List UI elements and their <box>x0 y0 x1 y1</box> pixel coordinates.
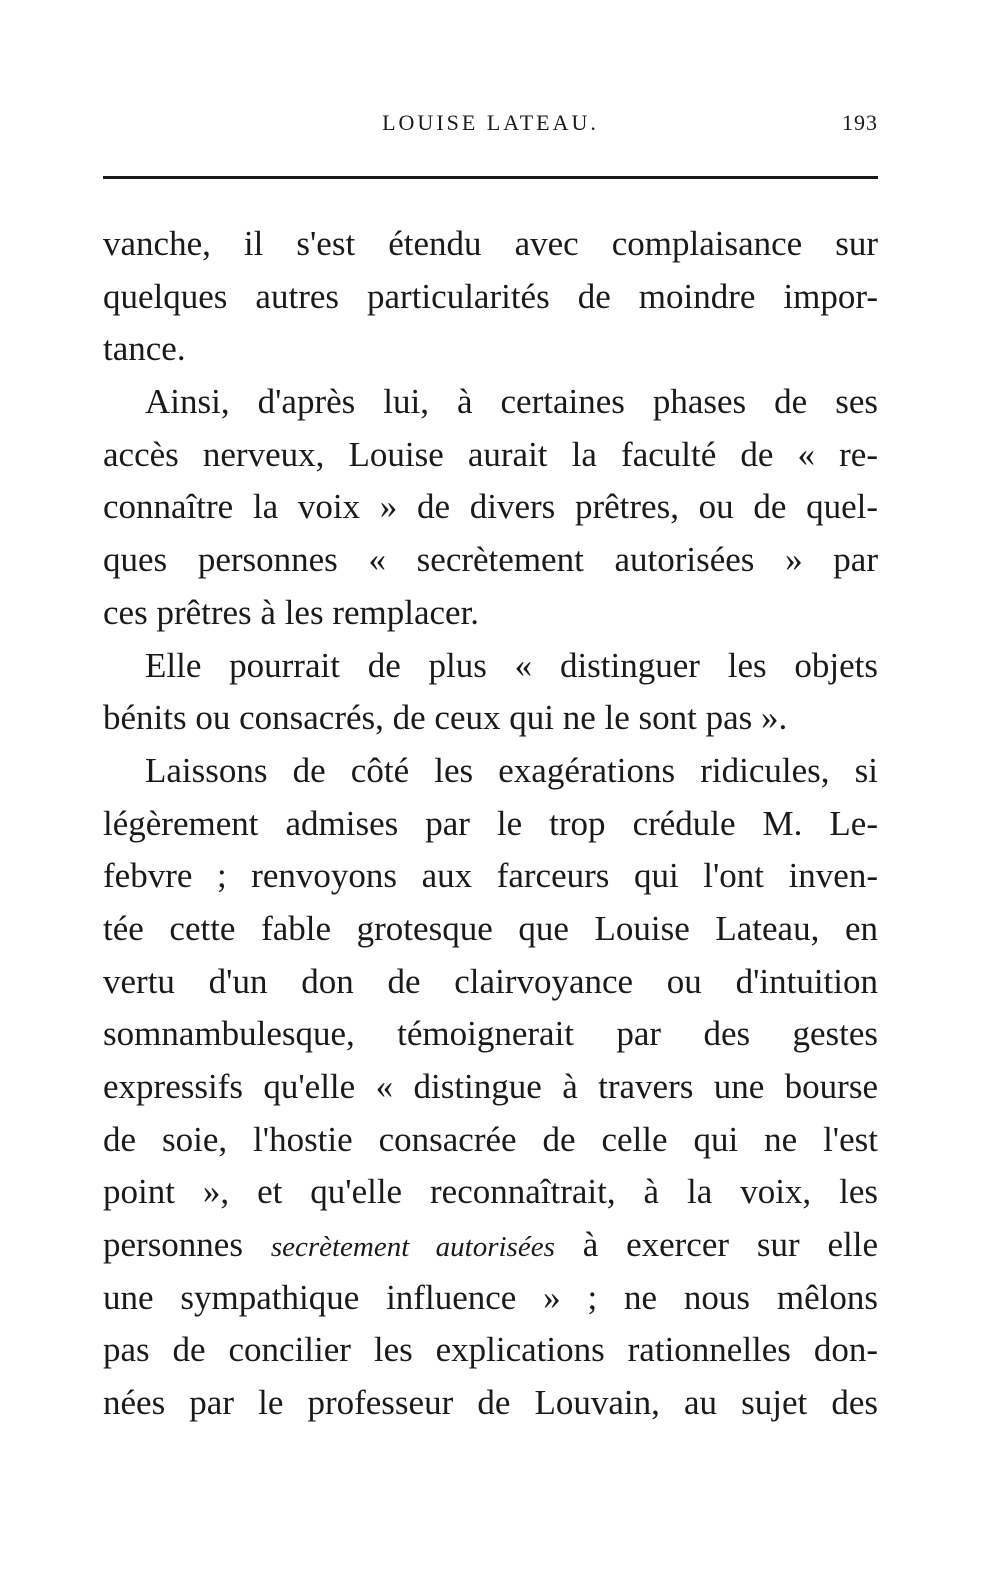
text-line: connaître la voix » de divers prêtres, ou de quel- <box>103 487 878 527</box>
text-segment: personnes <box>103 1225 271 1265</box>
text-line: bénits ou consacrés, de ceux qui ne le sont pas ». <box>103 698 788 738</box>
text-line: febvre ; renvoyons aux farceurs qui l'ont inven- <box>103 856 878 896</box>
text-line: nées par le professeur de Louvain, au sujet des <box>103 1383 878 1423</box>
paragraph-first-line: Elle pourrait de plus « distinguer les objets <box>145 645 878 685</box>
text-line: vertu d'un don de clairvoyance ou d'intuition <box>103 961 878 1001</box>
text-line: de soie, l'hostie consacrée de celle qui ne l'est <box>103 1119 878 1159</box>
text-line: pas de concilier les explications rationnelles don- <box>103 1330 878 1370</box>
text-line: tée cette fable grotesque que Louise Lateau, en <box>103 908 878 948</box>
page-number: 193 <box>842 110 878 135</box>
text-line: point », et qu'elle reconnaîtrait, à la voix, les <box>103 1172 878 1212</box>
text-line: vanche, il s'est étendu avec complaisance sur <box>103 224 878 263</box>
text-line: expressifs qu'elle « distingue à travers une bourse <box>103 1067 878 1106</box>
body-text <box>103 218 878 1430</box>
paragraph-first-line: Ainsi, d'après lui, à certaines phases de ses <box>145 382 878 422</box>
paragraph-first-line: Laissons de côté les exagérations ridicules, si <box>145 750 878 790</box>
italic-phrase: secrètement autorisées <box>270 1231 555 1264</box>
running-title: LOUISE LATEAU. <box>382 110 599 135</box>
text-line: accès nerveux, Louise aurait la faculté de « re- <box>103 434 878 474</box>
text-line: quelques autres particularités de moindre impor- <box>103 276 878 316</box>
text-line: somnambulesque, témoignerait par des gestes <box>103 1014 878 1054</box>
text-line: ces prêtres à les remplacer. <box>103 592 480 632</box>
text-line: ques personnes « secrètement autorisées » par <box>103 540 878 580</box>
text-line: une sympathique influence » ; ne nous mêlons <box>103 1277 878 1317</box>
header-rule <box>103 176 878 179</box>
text-line: légèrement admises par le trop crédule M. Le- <box>103 803 878 843</box>
text-segment: à exercer sur elle <box>554 1225 879 1265</box>
text-line-with-italic <box>103 1219 878 1272</box>
text-line: tance. <box>103 329 186 369</box>
running-head <box>103 106 878 140</box>
